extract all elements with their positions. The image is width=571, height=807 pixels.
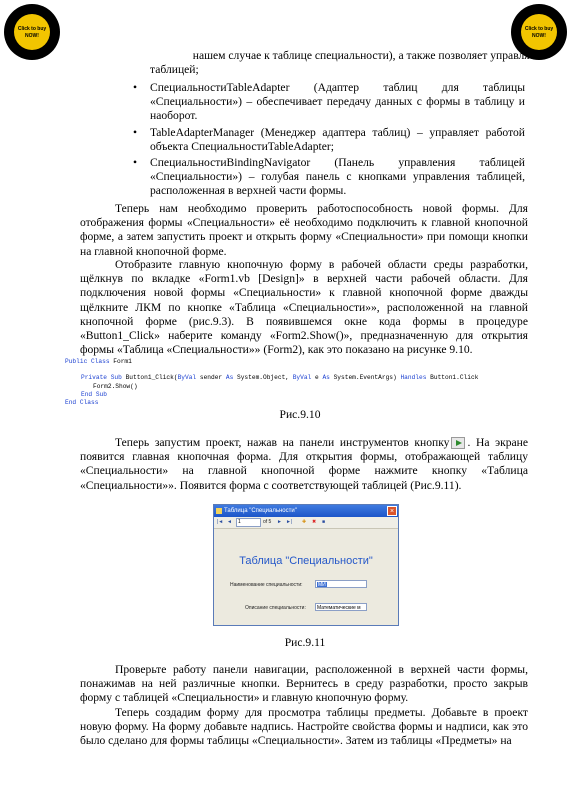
code-line: Form2.Show() [93,382,138,390]
bullet-text: TableAdapterManager (Менеджер адаптера таблиц) – управляет работой объекта СпециальностиTableAdapter; [150,125,525,153]
paragraph-4: Проверьте работу панели навигации, расположенной в верхней части формы, понажимав на ней различные кнопки. Вернитесь в среду разработки, просто закрыв форму с таблицей «Специальности» и главную кнопочную форму. [80,663,528,705]
paragraph-1: Теперь нам необходимо проверить работоспособность новой формы. Для отображения формы «Специальности» её необходимо подключить к главной кнопочной форме, а затем запустить проект и открыть форму «Специальности» при помощи кнопки на главной кнопочной форме. [80,202,528,258]
move-previous-icon[interactable]: ◄ [227,519,232,525]
list-item [130,156,525,199]
specialties-form-window [213,504,399,626]
window-title: Таблица "Специальности" [224,508,297,514]
specialty-name-value: МИ [318,582,326,588]
specialty-description-field[interactable]: Математические м [315,603,367,611]
paragraph-2: Отобразите главную кнопочную форму в рабочей области среды разработки, щёлкнув по вкладке «Form1.vb [Design]» в верхней части рабочей области. Для подключения новой формы «Специальности» к главной кнопочной форме дважды щёлкните ЛКМ по кнопке «Таблица «Специальности»», расположенной на главной кнопочной форме (рис.9.3). В появившемся окне кода формы в процедуре «Button1_Click» наберите команду «Form2.Show()», предназначенную для открытия формы «Таблица «Специальности»» (Form2), как это показано на рисунке 9.10. [80,258,528,357]
move-first-icon[interactable]: |◄ [217,519,224,525]
bullet-text: СпециальностиTableAdapter (Адаптер таблиц для таблицы «Специальности») – обеспечивает передачу данных с формы в таблицу и наоборот. [150,81,525,123]
code-block [65,358,535,407]
bullet-text: СпециальностиBindingNavigator (Панель управления таблицей «Специальности») – голубая панель с кнопками управления таблицей, расположенная в верхней части формы. [150,156,525,198]
code-line: End Class [65,399,99,407]
play-icon [451,437,465,449]
window-titlebar [214,505,398,517]
specialty-name-label: Наименование специальности: [230,582,303,588]
svg-text:NOW!: NOW! [25,33,39,39]
paragraph-3-part1: Теперь запустим проект, нажав на панели инструментов кнопку [115,436,450,449]
add-new-icon[interactable]: ✚ [302,519,307,525]
move-next-icon[interactable]: ► [277,519,282,525]
bullet-icon: • [133,81,138,94]
paragraph-5: Теперь создадим форму для просмотра таблицы предметы. Добавьте в проект новую форму. На форму добавьте надпись. Настройте свойства формы и надписи, как это было сделано для формы таблицы «Специальности». Затем из таблицы «Предметы» на [80,706,528,748]
bullet-icon: • [133,156,138,170]
svg-text:Click to buy: Click to buy [17,26,47,32]
form-body [214,529,398,625]
paragraph-3 [80,436,528,493]
save-icon[interactable]: ■ [322,519,326,525]
code-line: End Sub [81,390,107,398]
move-last-icon[interactable]: ►| [286,519,293,525]
window-icon [216,508,222,514]
bullet-continuation-line2: таблицей; [150,63,199,76]
paragraph-3-part2: . На экране появится главная кнопочная форма. Для открытия формы, отображающей таблицу «Специальности» на главной кнопочной форме нажмите кнопку «Таблица «Специальности»». Появится форма с соответствующей таблицей (Рис.9.11). [80,436,528,492]
bullet-list [130,81,525,201]
figure-caption-9-11: Рис.9.11 [284,636,326,649]
specialty-description-label: Описание специальности: [245,605,306,611]
pdf-xchange-badge-left[interactable] [2,2,62,62]
position-input[interactable]: 1 [236,518,261,527]
figure-caption-9-10: Рис.9.10 [279,408,321,421]
specialty-name-field[interactable] [315,580,367,588]
svg-text:NOW!: NOW! [532,33,546,39]
form-heading: Таблица "Специальности" [239,555,373,567]
bullet-icon: • [133,125,138,139]
list-item [130,126,525,154]
code-line: Private Sub Button1_Click(ByVal sender As System.Object, ByVal e As System.EventArgs) Handles Button1.Click [81,374,479,382]
svg-text:Click to buy: Click to buy [524,26,554,32]
list-item [130,81,525,124]
delete-icon[interactable]: ✖ [312,519,317,525]
bullet-continuation-line1: нашем случае к таблице специальности), а также позволяет управлять [192,49,540,62]
binding-navigator [214,517,398,529]
code-line: Public Class Form1 [65,358,132,365]
close-icon[interactable]: × [387,506,397,516]
count-label: of 5 [263,519,272,525]
code-blank-line [65,366,535,374]
